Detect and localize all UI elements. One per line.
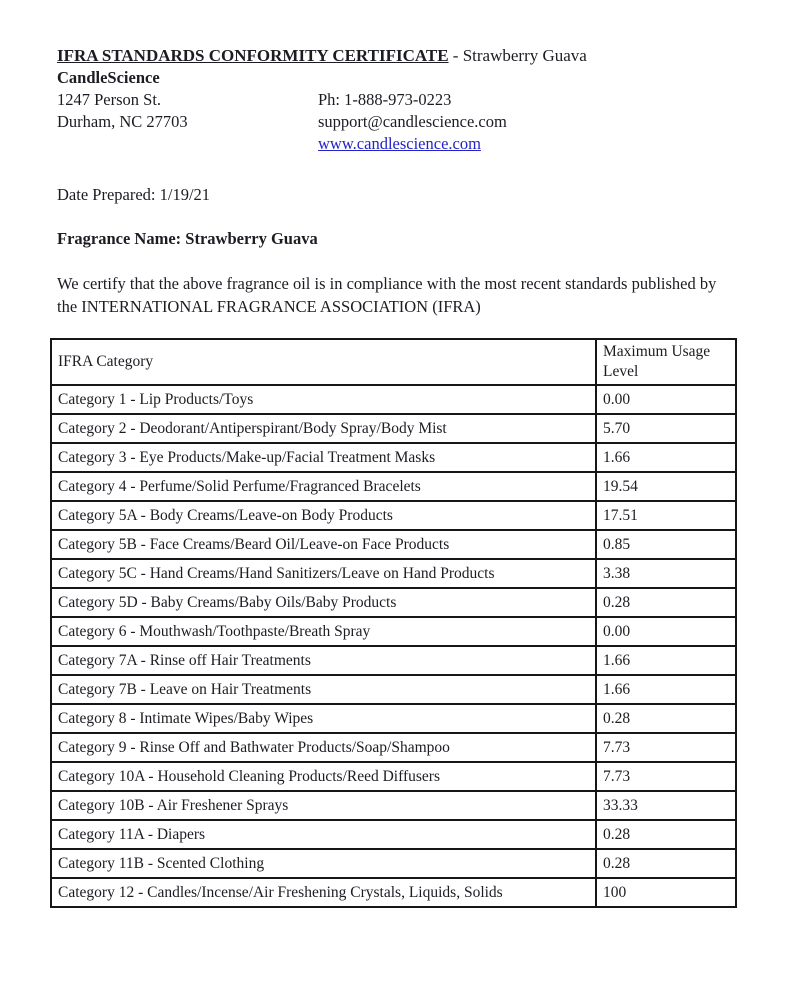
table-row — [51, 733, 736, 762]
column-header-category: IFRA Category — [51, 339, 596, 385]
table-row — [51, 559, 736, 588]
table-row — [51, 646, 736, 675]
category-cell: Category 3 - Eye Products/Make-up/Facial Treatment Masks — [51, 443, 596, 472]
category-cell: Category 11A - Diapers — [51, 820, 596, 849]
category-cell: Category 5D - Baby Creams/Baby Oils/Baby Products — [51, 588, 596, 617]
usage-level-cell: 3.38 — [596, 559, 736, 588]
column-header-max-usage: Maximum Usage Level — [596, 339, 736, 385]
table-row — [51, 675, 736, 704]
category-cell: Category 2 - Deodorant/Antiperspirant/Body Spray/Body Mist — [51, 414, 596, 443]
table-row — [51, 443, 736, 472]
usage-level-cell: 5.70 — [596, 414, 736, 443]
usage-level-cell: 0.28 — [596, 588, 736, 617]
document-title: IFRA STANDARDS CONFORMITY CERTIFICATE — [57, 46, 449, 65]
usage-level-cell: 19.54 — [596, 472, 736, 501]
usage-level-cell: 0.28 — [596, 704, 736, 733]
usage-level-cell: 1.66 — [596, 646, 736, 675]
table-row — [51, 762, 736, 791]
usage-level-cell: 33.33 — [596, 791, 736, 820]
category-cell: Category 4 - Perfume/Solid Perfume/Fragranced Bracelets — [51, 472, 596, 501]
table-row — [51, 820, 736, 849]
usage-level-cell: 100 — [596, 878, 736, 907]
table-row — [51, 878, 736, 907]
table-row — [51, 414, 736, 443]
usage-level-cell: 1.66 — [596, 675, 736, 704]
table-row — [51, 849, 736, 878]
usage-level-cell: 7.73 — [596, 762, 736, 791]
phone-number: Ph: 1-888-973-0223 — [318, 90, 452, 109]
usage-level-cell: 7.73 — [596, 733, 736, 762]
table-row — [51, 530, 736, 559]
category-cell: Category 7A - Rinse off Hair Treatments — [51, 646, 596, 675]
address-line-2: Durham, NC 27703 — [57, 112, 188, 131]
category-cell: Category 10B - Air Freshener Sprays — [51, 791, 596, 820]
category-cell: Category 8 - Intimate Wipes/Baby Wipes — [51, 704, 596, 733]
category-cell: Category 5B - Face Creams/Beard Oil/Leave-on Face Products — [51, 530, 596, 559]
ifra-table-body — [51, 385, 736, 907]
title-line — [57, 44, 735, 67]
usage-level-cell: 0.00 — [596, 617, 736, 646]
website-link[interactable]: www.candlescience.com — [318, 134, 481, 153]
category-cell: Category 5C - Hand Creams/Hand Sanitizers/Leave on Hand Products — [51, 559, 596, 588]
company-name: CandleScience — [57, 68, 160, 87]
category-cell: Category 6 - Mouthwash/Toothpaste/Breath Spray — [51, 617, 596, 646]
usage-level-cell: 0.28 — [596, 849, 736, 878]
support-email: support@candlescience.com — [318, 112, 507, 131]
category-cell: Category 11B - Scented Clothing — [51, 849, 596, 878]
category-cell: Category 9 - Rinse Off and Bathwater Products/Soap/Shampoo — [51, 733, 596, 762]
category-cell: Category 1 - Lip Products/Toys — [51, 385, 596, 414]
category-cell: Category 5A - Body Creams/Leave-on Body Products — [51, 501, 596, 530]
table-header-row — [51, 339, 736, 385]
table-row — [51, 588, 736, 617]
table-row — [51, 791, 736, 820]
certification-statement: We certify that the above fragrance oil is in compliance with the most recent standards published by the INTERNATIONAL FRAGRANCE ASSOCIATION (IFRA) — [57, 274, 717, 316]
document-title-suffix: - Strawberry Guava — [448, 46, 587, 65]
category-cell: Category 10A - Household Cleaning Products/Reed Diffusers — [51, 762, 596, 791]
usage-level-cell: 1.66 — [596, 443, 736, 472]
contact-block — [57, 89, 735, 155]
ifra-category-table — [50, 338, 737, 908]
usage-level-cell: 0.85 — [596, 530, 736, 559]
table-row — [51, 501, 736, 530]
table-row — [51, 472, 736, 501]
usage-level-cell: 0.28 — [596, 820, 736, 849]
contact-spacer — [57, 133, 318, 155]
table-row — [51, 617, 736, 646]
usage-level-cell: 0.00 — [596, 385, 736, 414]
table-row — [51, 704, 736, 733]
date-prepared: Date Prepared: 1/19/21 — [57, 185, 211, 204]
usage-level-cell: 17.51 — [596, 501, 736, 530]
category-cell: Category 7B - Leave on Hair Treatments — [51, 675, 596, 704]
category-cell: Category 12 - Candles/Incense/Air Freshening Crystals, Liquids, Solids — [51, 878, 596, 907]
address-line-1: 1247 Person St. — [57, 90, 162, 109]
table-row — [51, 385, 736, 414]
fragrance-name: Fragrance Name: Strawberry Guava — [57, 229, 318, 248]
